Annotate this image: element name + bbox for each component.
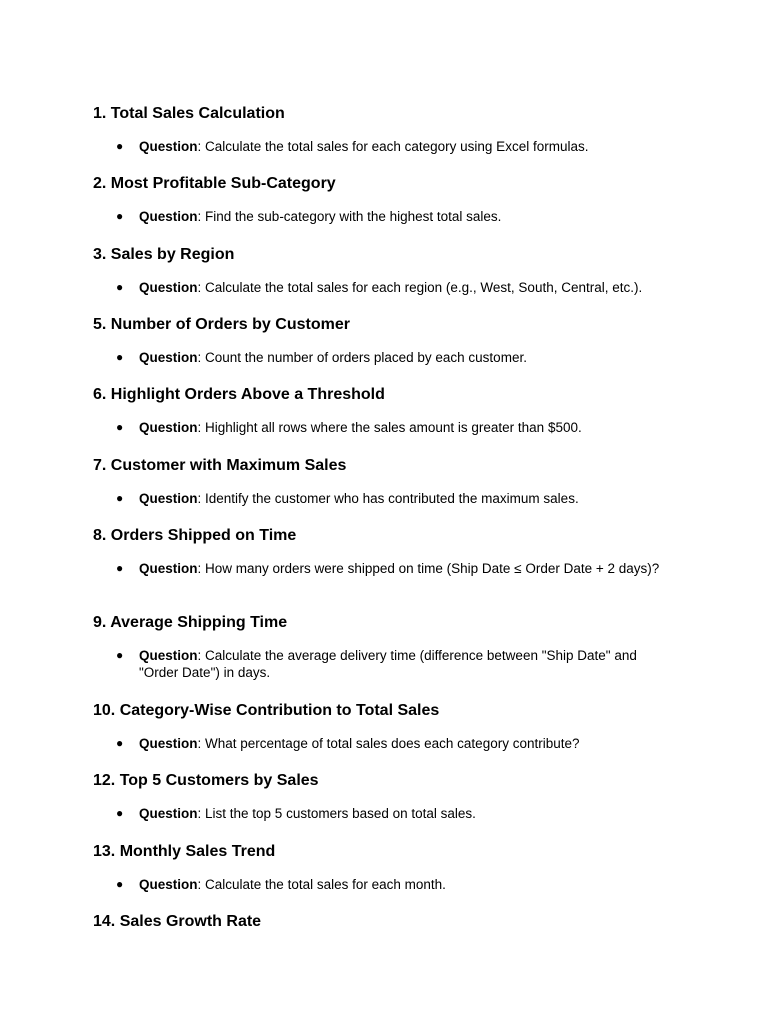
question-item — [93, 560, 679, 577]
section-heading: 5. Number of Orders by Customer — [93, 316, 350, 333]
bullet-icon: ● — [116, 139, 124, 153]
section-sales-by-region — [93, 245, 693, 296]
section-heading: 2. Most Profitable Sub-Category — [93, 175, 336, 192]
question-text: : Highlight all rows where the sales amount is greater than $500. — [197, 420, 582, 435]
question-text: : List the top 5 customers based on total sales. — [197, 806, 476, 821]
section-heading: 8. Orders Shipped on Time — [93, 527, 297, 544]
question-label: Question — [139, 280, 198, 295]
section-highlight-orders-above-threshold — [93, 385, 693, 436]
question-item — [93, 490, 679, 507]
section-total-sales-calculation — [93, 104, 693, 155]
section-heading: 13. Monthly Sales Trend — [93, 843, 276, 860]
bullet-icon: ● — [116, 420, 124, 434]
section-customer-with-maximum-sales — [93, 456, 693, 507]
section-heading: 12. Top 5 Customers by Sales — [93, 772, 319, 789]
section-heading: 1. Total Sales Calculation — [93, 105, 285, 122]
bullet-icon: ● — [116, 806, 124, 820]
question-item — [93, 349, 679, 366]
question-item — [93, 805, 679, 822]
question-label: Question — [139, 491, 198, 506]
bullet-icon: ● — [116, 209, 124, 223]
question-label: Question — [139, 561, 198, 576]
question-item — [93, 138, 679, 155]
question-item — [93, 876, 679, 893]
question-text: : Count the number of orders placed by each customer. — [197, 350, 527, 365]
question-item — [93, 208, 679, 225]
question-text: : Calculate the total sales for each month. — [197, 877, 446, 892]
question-label: Question — [139, 209, 198, 224]
question-label: Question — [139, 736, 198, 751]
question-label: Question — [139, 806, 198, 821]
section-heading: 9. Average Shipping Time — [93, 614, 288, 631]
question-label: Question — [139, 648, 198, 663]
section-top-5-customers-by-sales — [93, 771, 693, 822]
section-heading: 7. Customer with Maximum Sales — [93, 457, 347, 474]
question-label: Question — [139, 139, 198, 154]
section-most-profitable-sub-category — [93, 174, 693, 225]
section-heading: 6. Highlight Orders Above a Threshold — [93, 386, 385, 403]
bullet-icon: ● — [116, 648, 124, 662]
section-average-shipping-time — [93, 613, 693, 681]
bullet-icon: ● — [116, 491, 124, 505]
question-text: : Calculate the total sales for each region (e.g., West, South, Central, etc.). — [197, 280, 643, 295]
section-heading: 3. Sales by Region — [93, 246, 235, 263]
bullet-icon: ● — [116, 736, 124, 750]
question-item — [93, 279, 679, 296]
question-label: Question — [139, 877, 198, 892]
section-category-wise-contribution — [93, 701, 693, 752]
question-label: Question — [139, 350, 198, 365]
question-item — [93, 419, 679, 436]
question-text: : How many orders were shipped on time (Ship Date ≤ Order Date + 2 days)? — [197, 561, 660, 576]
bullet-icon: ● — [116, 280, 124, 294]
section-heading: 14. Sales Growth Rate — [93, 913, 262, 930]
question-text: : What percentage of total sales does each category contribute? — [197, 736, 580, 751]
section-number-of-orders-by-customer — [93, 315, 693, 366]
question-text: : Find the sub-category with the highest total sales. — [197, 209, 502, 224]
section-sales-growth-rate — [93, 912, 693, 931]
question-label: Question — [139, 420, 198, 435]
question-item — [93, 647, 679, 681]
section-heading: 10. Category-Wise Contribution to Total Sales — [93, 702, 440, 719]
section-orders-shipped-on-time — [93, 526, 693, 577]
bullet-icon: ● — [116, 877, 124, 891]
bullet-icon: ● — [116, 350, 124, 364]
bullet-icon: ● — [116, 561, 124, 575]
question-item — [93, 735, 679, 752]
question-text: : Calculate the total sales for each category using Excel formulas. — [197, 139, 589, 154]
question-text: : Identify the customer who has contributed the maximum sales. — [197, 491, 579, 506]
question-text: : Calculate the average delivery time (difference between "Ship Date" and "Order Date") in days. — [139, 648, 637, 680]
section-monthly-sales-trend — [93, 842, 693, 893]
